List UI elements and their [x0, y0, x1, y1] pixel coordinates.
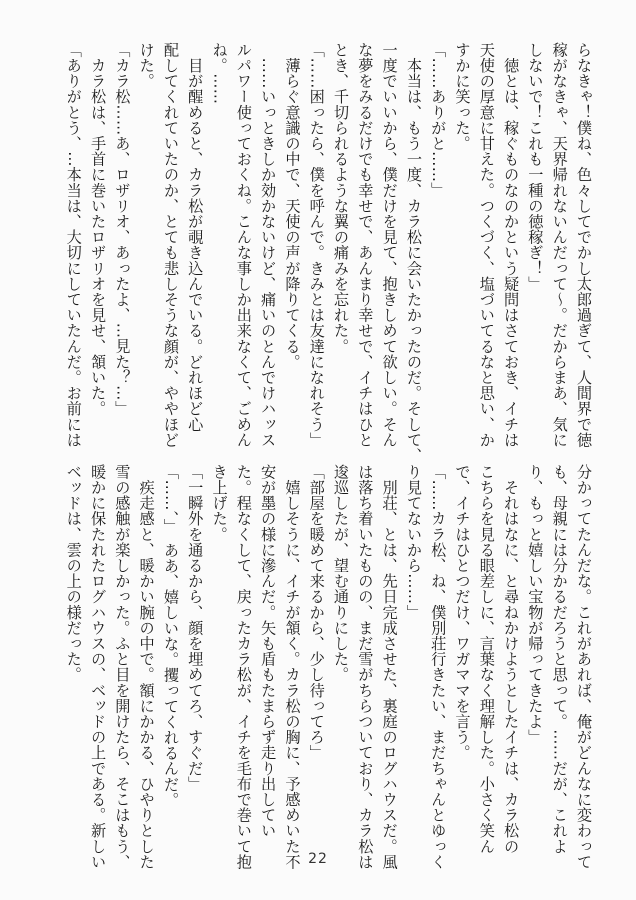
text-column: ……いっときしか効かないけど、痛いのとんでけハッス [259, 42, 278, 448]
text-column: 天使の厚意に甘えた。つくづく、塩づいてるなと思い、か [477, 42, 496, 448]
text-column: も、母親には分かるだろうと思って。……だが、これよ [550, 464, 569, 854]
text-column: とき、千切られるような翼の痛みを忘れた。 [332, 42, 351, 354]
text-column: き上げた。 [210, 464, 229, 542]
text-column: 配してくれていたのか、とても悲しそうな顔が、ややほど [161, 42, 180, 448]
text-column: 逡巡したが、望む通りにした。 [332, 464, 351, 683]
text-column: 「カラ松……あ、ロザリオ、あったよ、…見た？…」 [113, 42, 132, 417]
text-column: た。程なくして、戻ったカラ松が、イチを毛布で巻いて抱 [234, 464, 253, 870]
text-column: で、イチはひとつだけ、ワガママを言う。 [453, 464, 472, 761]
text-column: らなきゃ！僕ね、色々してでかし太郎過ぎて、人間界で徳 [575, 42, 593, 448]
text-column: 「ありがとう、…本当は、大切にしていたんだ。お前には [64, 42, 83, 448]
text-column: 徳とは、稼ぐものなのかという疑問はさておき、イチは [502, 42, 521, 448]
text-column: 「一瞬外を通るから、顔を埋めてろ、すぐだ」 [186, 464, 205, 792]
text-column: 分かってたんだな。これがあれば、俺がどんなに変わって [575, 464, 593, 870]
text-column: 一度でいいから、僕だけを見て、抱きしめて欲しい。そん [380, 42, 399, 448]
top-text-block [61, 42, 596, 464]
text-column: な夢をみるだけでも幸せで、あんまり幸せで、イチはひと [356, 42, 375, 448]
text-column: カラ松は、手首に巻いたロザリオを見せ、頷いた。 [89, 42, 108, 417]
text-column: 稼がなきゃ、天界帰れないんだって〜。だからまあ、気に [550, 42, 569, 448]
text-column: 暖かに保たれたログハウスの、ベッドの上である。新しい [89, 464, 108, 870]
text-column: ね。…… [210, 42, 229, 105]
text-column: こちらを見る眼差しに、言葉なく理解した。小さく笑ん [477, 464, 496, 854]
text-column: ルパワー使っておくね。こんな事しか出来なくて、ごめん [234, 42, 253, 448]
text-column: 「……ありがと……」 [429, 42, 448, 198]
text-column: 「……カラ松、ね、僕別荘行きたい、まだちゃんとゆっく [429, 464, 448, 870]
text-column: 別荘、とは、先日完成させた、裏庭のログハウスだ。風 [380, 464, 399, 870]
text-column: しないで！これも一種の徳稼ぎ！」 [526, 42, 545, 292]
text-column: 疾走感と、暖かい腕の中で。額にかかる、ひやりとした [137, 464, 156, 870]
text-column: り見てないから……」 [404, 464, 423, 620]
text-column: 本当は、もう一度、カラ松に会いたかったのだ。そして、 [404, 42, 423, 464]
text-column: は落ち着いたものの、まだ雪がちらついており、カラ松は [356, 464, 375, 870]
text-column: 目が醒めると、カラ松が覗き込んでいる。どれほど心 [186, 42, 205, 432]
page-number: 22 [308, 851, 328, 867]
text-column: それはなに、と尋ねかけようとしたイチは、カラ松の [502, 464, 521, 854]
text-column: けた。 [137, 42, 156, 89]
text-column: 「……困ったら、僕を呼んで。きみとは友達になれそう」 [307, 42, 326, 448]
text-column: すかに笑った。 [453, 42, 472, 152]
text-column: 雪の感触が楽しかった。ふと目を開けたら、そこはもう、 [113, 464, 132, 870]
text-column: 「……、」 ああ、嬉しいな。攫ってくれるんだ。 [161, 464, 180, 808]
text-column: 薄らぐ意識の中で、天使の声が降りてくる。 [283, 42, 302, 370]
text-column: 安が墨の様に滲んだ。矢も盾もたまらず走り出してい [259, 464, 278, 839]
text-column: ベッドは、雲の上の様だった。 [64, 464, 83, 683]
text-column: り、もっと嬉しい宝物が帰ってきたよ」 [526, 464, 545, 745]
text-column: 「部屋を暖めて来るから、少し待ってろ」 [307, 464, 326, 761]
text-column: 嬉しそうに、イチが頷く。カラ松の胸に、予感めいた不 [283, 464, 302, 870]
